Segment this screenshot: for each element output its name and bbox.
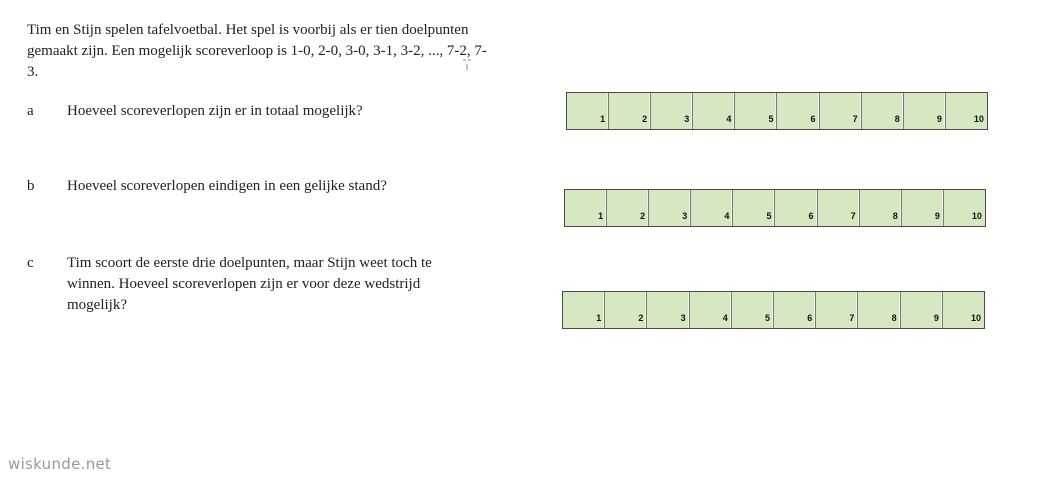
cell-number: 8 [894, 114, 900, 124]
strip-cell[interactable] [860, 190, 902, 226]
strip-cell[interactable] [818, 190, 860, 226]
cell-number: 7 [852, 114, 858, 124]
strip-cell[interactable] [567, 93, 609, 129]
strip-cell[interactable] [862, 93, 904, 129]
strip-cell[interactable] [777, 93, 819, 129]
cell-number: 5 [768, 114, 774, 124]
strip-cell[interactable] [816, 292, 858, 328]
cell-number: 8 [891, 313, 897, 323]
answer-strip-b [564, 189, 986, 227]
cell-number: 9 [936, 114, 942, 124]
strip-cell[interactable] [944, 190, 985, 226]
strip-cell[interactable] [901, 292, 943, 328]
cell-number: 2 [638, 313, 644, 323]
cell-number: 2 [642, 114, 648, 124]
cell-number: 7 [850, 211, 856, 221]
strip-cell[interactable] [649, 190, 691, 226]
question-a-letter: a [27, 103, 34, 119]
cell-number: 5 [765, 313, 771, 323]
strip-cell[interactable] [735, 93, 777, 129]
cell-number: 5 [766, 211, 772, 221]
cell-number: 8 [892, 211, 898, 221]
strip-cell[interactable] [858, 292, 900, 328]
strip-cell[interactable] [647, 292, 689, 328]
cell-number: 6 [807, 313, 813, 323]
cell-number: 1 [600, 114, 606, 124]
cell-number: 10 [973, 114, 984, 124]
strip-cell[interactable] [902, 190, 944, 226]
question-c-text: Tim scoort de eerste drie doelpunten, maar Stijn weet toch te winnen. Hoeveel scoreverlopen zijn er voor deze wedstrijd mogelijk? [67, 255, 432, 313]
cell-number: 3 [682, 211, 688, 221]
strip-cell[interactable] [690, 292, 732, 328]
strip-cell[interactable] [565, 190, 607, 226]
question-a-text: Hoeveel scoreverlopen zijn er in totaal mogelijk? [67, 103, 363, 119]
question-c-letter: c [27, 255, 34, 271]
cell-number: 10 [971, 313, 982, 323]
strip-cell[interactable] [563, 292, 605, 328]
cell-number: 4 [726, 114, 732, 124]
text-cursor-icon [462, 58, 472, 72]
intro-text: Tim en Stijn spelen tafelvoetbal. Het spel is voorbij als er tien doelpunten gemaakt zijn. Een mogelijk scoreverloop is 1-0, 2-0, 3-0, 3-1, 3-2, ..., 7-2, 7-3. [27, 22, 487, 80]
cell-number: 2 [640, 211, 646, 221]
cell-number: 4 [724, 211, 730, 221]
cell-number: 10 [971, 211, 982, 221]
cell-number: 7 [849, 313, 855, 323]
answer-strip-c [562, 291, 985, 329]
question-b-letter: b [27, 178, 35, 194]
cell-number: 1 [598, 211, 604, 221]
cell-number: 3 [684, 114, 690, 124]
strip-cell[interactable] [820, 93, 862, 129]
cell-number: 3 [680, 313, 686, 323]
watermark-logo: wiskunde.net [8, 455, 112, 473]
strip-cell[interactable] [732, 292, 774, 328]
strip-cell[interactable] [774, 292, 816, 328]
strip-cell[interactable] [693, 93, 735, 129]
answer-strip-a [566, 92, 988, 130]
cell-number: 4 [722, 313, 728, 323]
strip-cell[interactable] [775, 190, 817, 226]
strip-cell[interactable] [943, 292, 984, 328]
strip-cell[interactable] [605, 292, 647, 328]
strip-cell[interactable] [733, 190, 775, 226]
strip-cell[interactable] [609, 93, 651, 129]
cell-number: 9 [933, 313, 939, 323]
strip-cell[interactable] [691, 190, 733, 226]
strip-cell[interactable] [904, 93, 946, 129]
cell-number: 1 [596, 313, 602, 323]
strip-cell[interactable] [651, 93, 693, 129]
question-b-text: Hoeveel scoreverlopen eindigen in een gelijke stand? [67, 178, 387, 194]
cell-number: 6 [808, 211, 814, 221]
strip-cell[interactable] [607, 190, 649, 226]
cell-number: 9 [934, 211, 940, 221]
strip-cell[interactable] [946, 93, 987, 129]
cell-number: 6 [810, 114, 816, 124]
